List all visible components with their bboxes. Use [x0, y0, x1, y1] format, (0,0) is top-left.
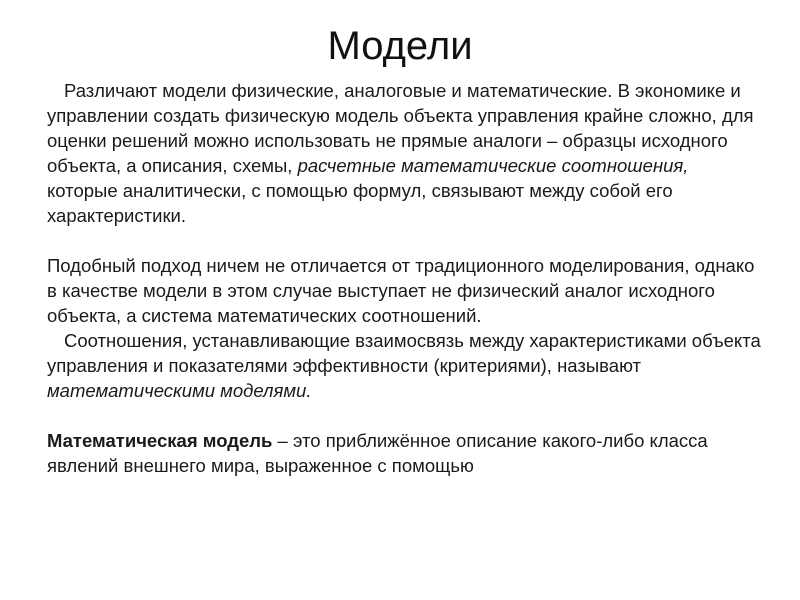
paragraph-approach: Подобный подход ничем не отличается от традиционного моделирования, однако в качестве модели в этом случае выступает не физический аналог исходного объекта, а система математических соотношений.: [47, 255, 755, 326]
paragraph-text: Соотношения, устанавливающие взаимосвязь между характеристиками объекта управления и показателями эффективности (критериями), называют: [47, 330, 761, 376]
paragraph-relations: [47, 328, 762, 403]
italic-phrase: расчетные математические соотношения,: [297, 155, 689, 176]
bold-term: Математическая модель: [47, 430, 273, 451]
paragraph-text: Различают модели физические, аналоговые и математические. В экономике и управлении создать физическую модель объекта управления крайне сложно, для оценки решений можно использовать не прямые аналоги – образцы исходного объекта, а описания, схемы,: [47, 80, 754, 176]
paragraph-text: которые аналитически, с помощью формул, связывают между собой его характеристики.: [47, 180, 673, 226]
slide-title: Модели: [327, 24, 473, 68]
slide-body: [47, 78, 762, 478]
italic-term: математическими моделями.: [47, 380, 312, 401]
paragraph-definition: [47, 428, 762, 478]
paragraph-spacer: [47, 228, 762, 253]
paragraph-text: – это приближённое описание какого-либо класса явлений внешнего мира, выраженное с помощью: [47, 430, 708, 476]
paragraph-models-types: [47, 78, 762, 228]
